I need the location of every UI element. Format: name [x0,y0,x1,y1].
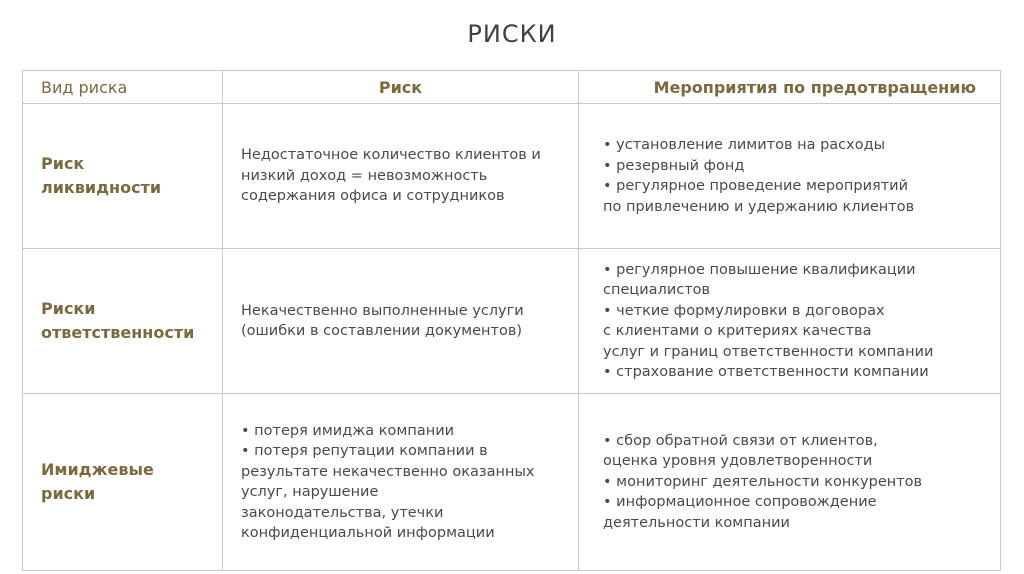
risk-line: низкий доход = невозможность [241,167,488,184]
measure-line: деятельности компании [603,514,790,531]
risk-line: Недостаточное количество клиентов и [241,147,541,164]
risk-type-line: ликвидности [41,178,162,197]
risk-description-cell [223,249,579,394]
risk-line: (ошибки в составлении документов) [241,323,523,339]
measure-line: • резервный фонд [603,157,745,174]
risk-line: • потеря репутации компании в [241,443,488,459]
risks-table [22,70,1001,571]
header-risk: Риск [223,71,579,104]
table-header-row [23,71,1001,104]
risk-line: законодательства, утечки [241,504,444,521]
risk-type-line: Имиджевые [41,460,154,479]
table-row [23,104,1001,249]
measure-line: • четкие формулировки в договорах [603,302,885,319]
header-risk-type: Вид риска [23,71,223,104]
risk-line: результате некачественно оказанных [241,463,535,480]
measure-line: • информационное сопровождение [603,494,877,511]
risk-line: Некачественно выполненные услуги [241,302,524,319]
measure-line: • установление лимитов на расходы [603,137,886,153]
risk-type-line: ответственности [41,323,195,342]
risk-line: конфиденциальной информации [241,525,495,541]
measure-line: услуг и границ ответственности компании [603,343,934,360]
measure-line: с клиентами о критериях качества [603,323,872,339]
table-row [23,249,1001,394]
measure-line: • мониторинг деятельности конкурентов [603,473,923,490]
risk-type-line: риски [41,484,96,503]
measures-cell [579,394,1001,571]
measure-line: специалистов [603,282,711,298]
measure-line: по привлечению и удержанию клиентов [603,198,915,215]
measure-line: • страхование ответственности компании [603,364,929,380]
risk-type-cell [23,249,223,394]
risk-line: содержания офиса и сотрудников [241,188,505,205]
table-row [23,394,1001,571]
risk-type-line: Риск [41,154,85,173]
measure-line: • регулярное повышение квалификации [603,261,916,278]
risk-type-cell [23,394,223,571]
measure-line: оценка уровня удовлетворенности [603,453,873,470]
risk-line: • потеря имиджа компании [241,422,455,439]
risk-type-line: Риски [41,299,96,318]
risk-description-cell [223,394,579,571]
header-measures: Мероприятия по предотвращению [579,71,1001,104]
risk-description-cell [223,104,579,249]
risk-line: услуг, нарушение [241,484,379,500]
measure-line: • сбор обратной связи от клиентов, [603,432,878,449]
risk-type-cell [23,104,223,249]
page-title: РИСКИ [467,20,557,48]
measure-line: • регулярное проведение мероприятий [603,178,909,194]
measures-cell [579,104,1001,249]
measures-cell [579,249,1001,394]
